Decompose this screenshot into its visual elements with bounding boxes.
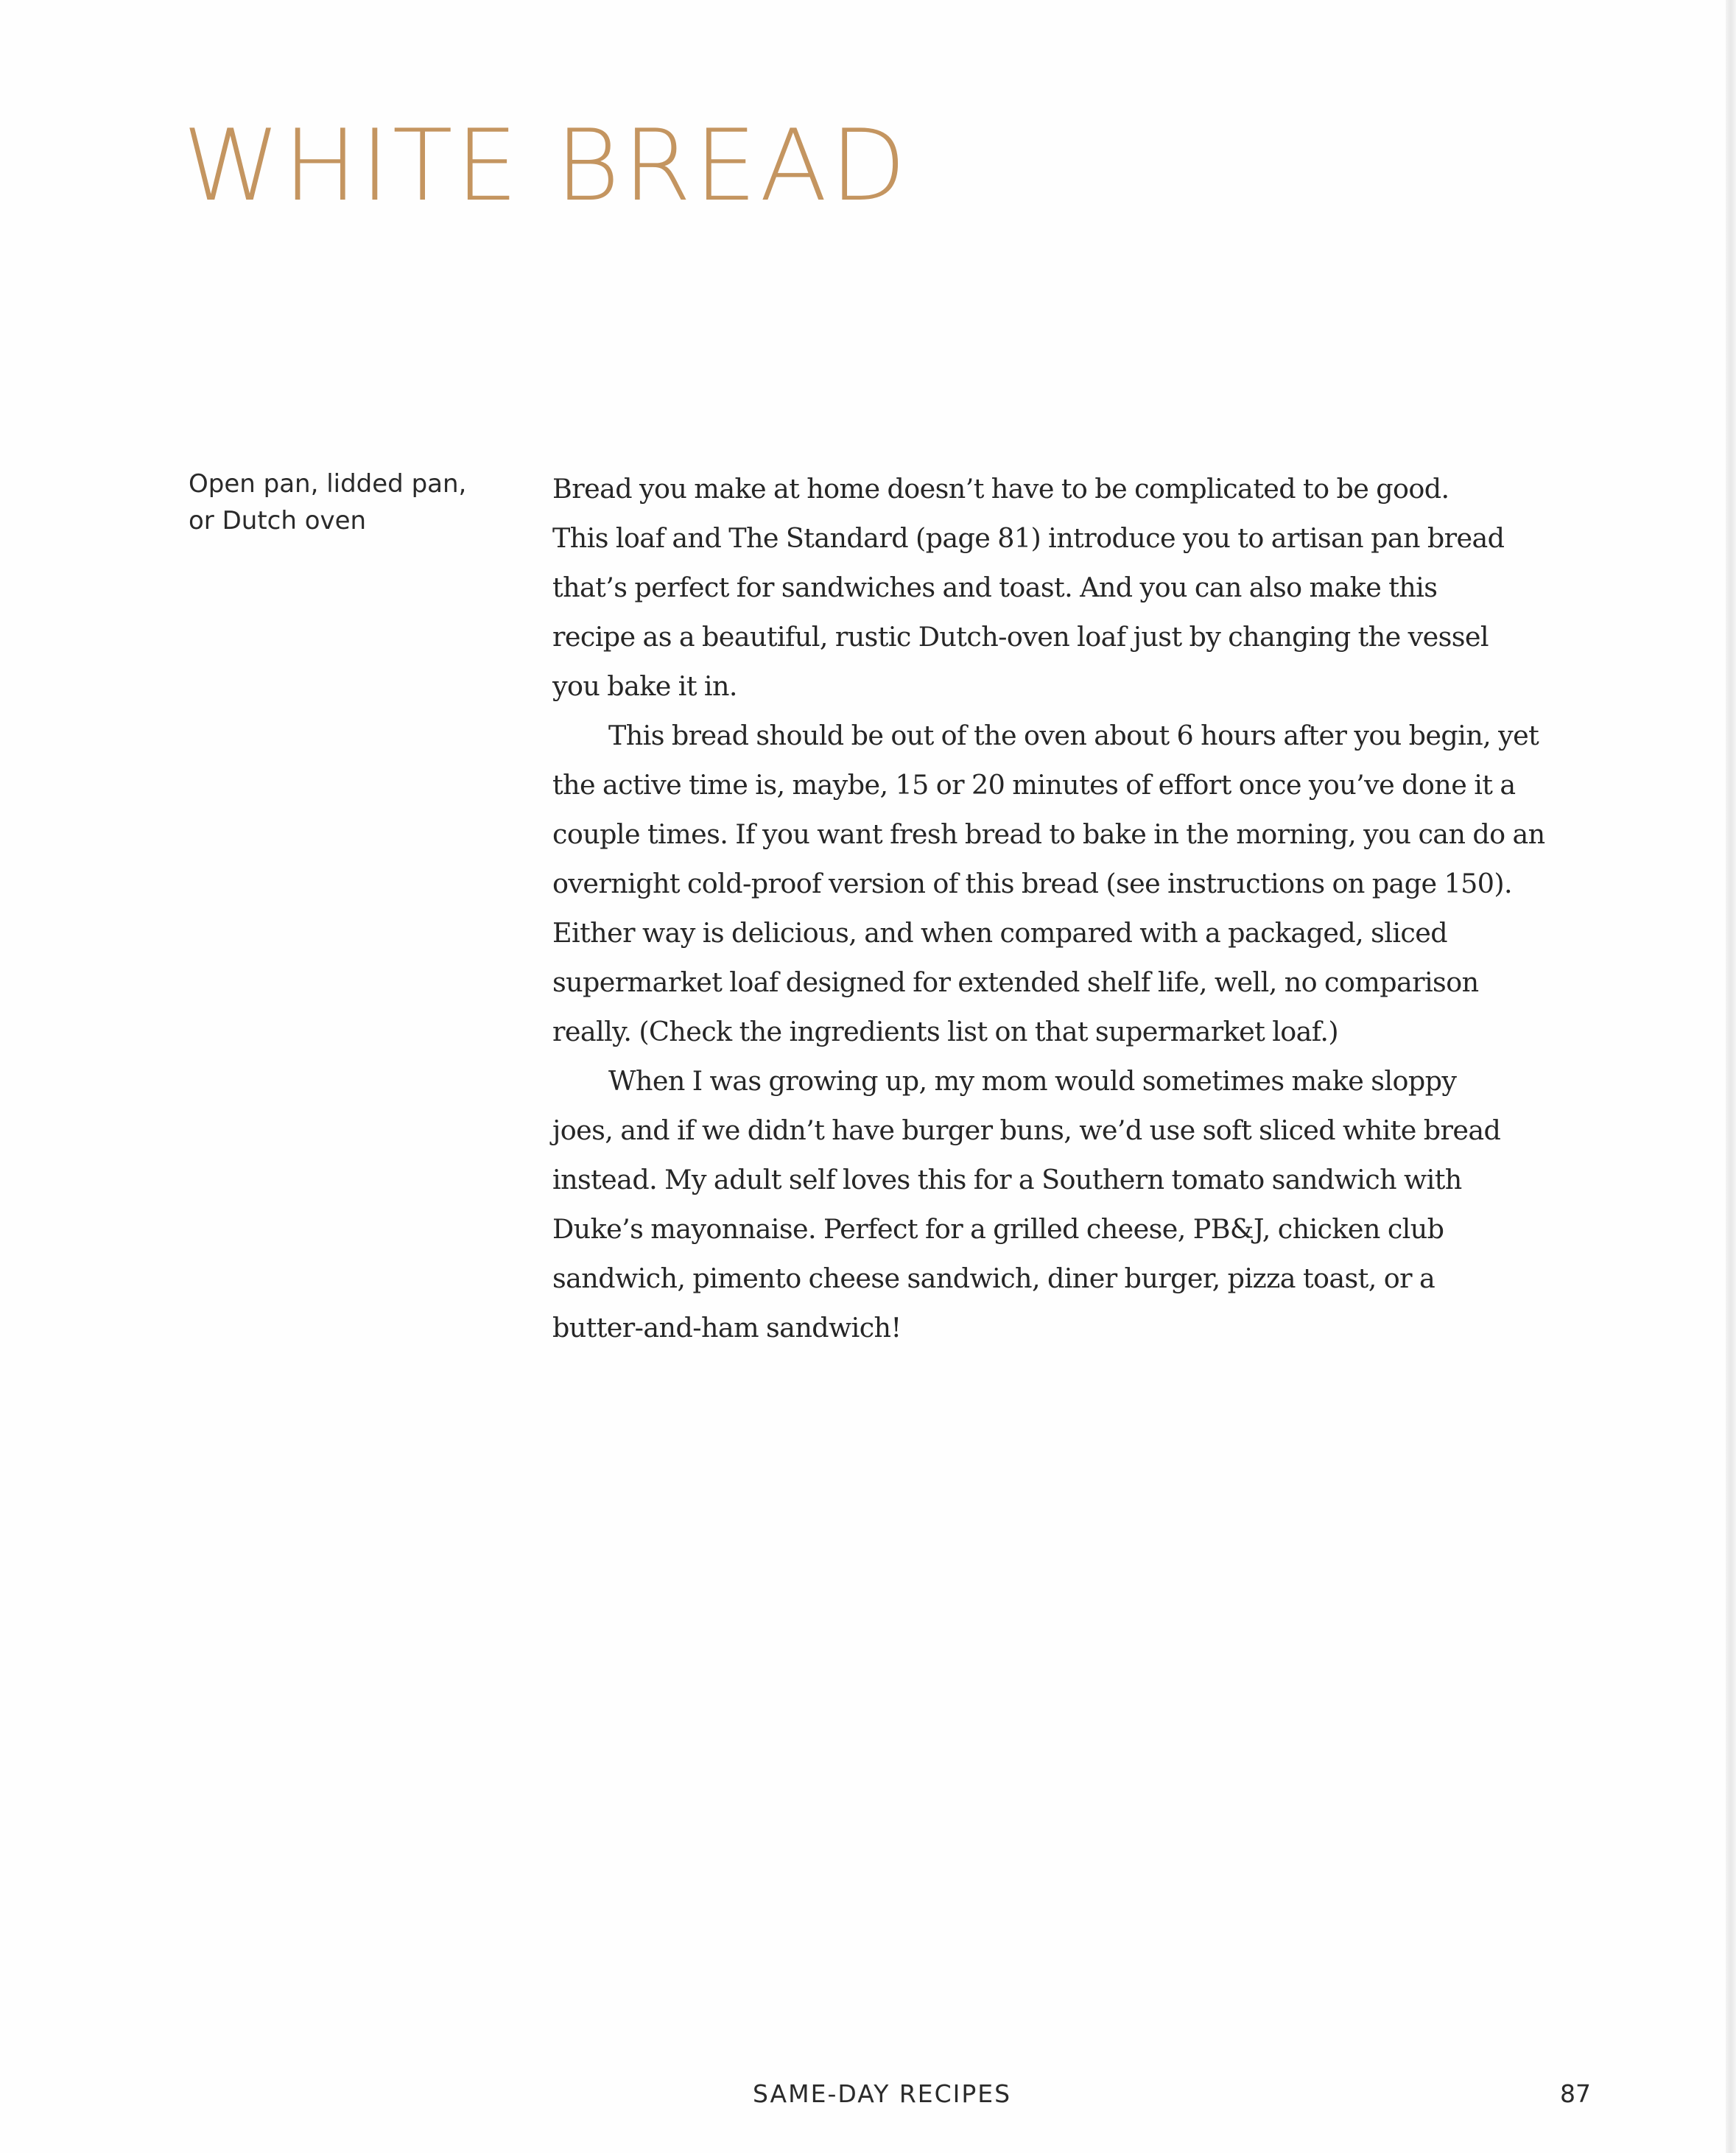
text-line: Duke’s mayonnaise. Perfect for a grilled cheese, PB&J, chicken club xyxy=(552,1213,1444,1245)
text-line: This bread should be out of the oven about 6 hours after you begin, yet xyxy=(608,720,1539,751)
text-line: couple times. If you want fresh bread to bake in the morning, you can do an xyxy=(552,818,1545,850)
text-line: Bread you make at home doesn’t have to be complicated to be good. xyxy=(552,473,1449,505)
equipment-line: Open pan, lidded pan, xyxy=(189,469,467,499)
recipe-title: WHITE BREAD xyxy=(183,108,910,223)
text-line: the active time is, maybe, 15 or 20 minutes of effort once you’ve done it a xyxy=(552,769,1516,801)
equipment-note xyxy=(189,466,498,539)
text-line: joes, and if we didn’t have burger buns, we’d use soft sliced white bread xyxy=(552,1114,1501,1146)
paragraph-1 xyxy=(552,464,1569,711)
text-line: you bake it in. xyxy=(552,670,737,702)
text-line: butter-and-ham sandwich! xyxy=(552,1312,902,1344)
text-line: recipe as a beautiful, rustic Dutch-oven loaf just by changing the vessel xyxy=(552,621,1489,653)
text-line: sandwich, pimento cheese sandwich, diner burger, pizza toast, or a xyxy=(552,1262,1435,1294)
text-line: supermarket loaf designed for extended shelf life, well, no comparison xyxy=(552,966,1479,998)
text-line: When I was growing up, my mom would sometimes make sloppy xyxy=(608,1065,1457,1097)
page-edge-shadow xyxy=(1726,0,1736,2153)
recipe-intro xyxy=(552,464,1569,1352)
paragraph-2 xyxy=(552,711,1569,1056)
paragraph-3 xyxy=(552,1056,1569,1352)
text-line: that’s perfect for sandwiches and toast. And you can also make this xyxy=(552,572,1438,603)
text-line: overnight cold-proof version of this bread (see instructions on page 150). xyxy=(552,868,1512,899)
text-line: really. (Check the ingredients list on that supermarket loaf.) xyxy=(552,1016,1339,1047)
text-line: Either way is delicious, and when compared with a packaged, sliced xyxy=(552,917,1448,949)
page-number: 87 xyxy=(1560,2079,1591,2108)
text-line: instead. My adult self loves this for a Southern tomato sandwich with xyxy=(552,1164,1462,1195)
running-footer-section: SAME-DAY RECIPES xyxy=(753,2079,1012,2108)
text-line: This loaf and The Standard (page 81) introduce you to artisan pan bread xyxy=(552,522,1505,554)
equipment-line: or Dutch oven xyxy=(189,506,367,535)
